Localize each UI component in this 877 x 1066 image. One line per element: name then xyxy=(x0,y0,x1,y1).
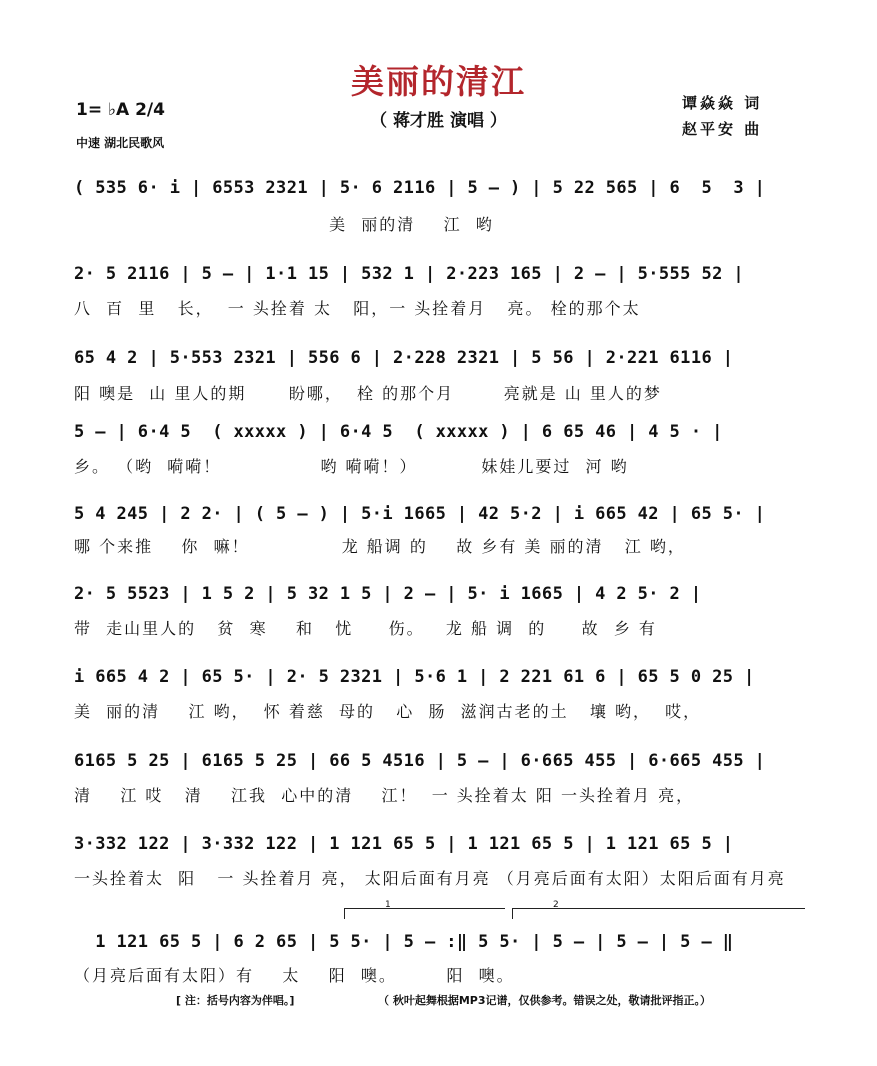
tempo-marking: 中速 湖北民歌风 xyxy=(76,136,165,150)
volta-bracket-1 xyxy=(344,900,505,919)
notation-row: 65 4 2 | 5·553 2321 | 556 6 | 2·228 2321 | 5 56 | 2·221 6116 | xyxy=(74,348,734,368)
lyrics-row: 美 丽的清 江 哟， 怀 着慈 母的 心 肠 滋润古老的土 壤 哟， 哎， xyxy=(74,702,702,721)
notation-row: 2· 5 5523 | 1 5 2 | 5 32 1 5 | 2 – | 5· i 1665 | 4 2 5· 2 | xyxy=(74,584,702,604)
lyrics-row: 清 江 哎 清 江我 心中的清 江！ 一 头拴着太 阳 一头拴着月 亮， xyxy=(74,786,695,805)
notation-row: i 665 4 2 | 65 5· | 2· 5 2321 | 5·6 1 | 2 221 61 6 | 65 5 0 25 | xyxy=(74,667,755,687)
notation-row: 2· 5 2116 | 5 – | 1·1 15 | 532 1 | 2·223 165 | 2 – | 5·555 52 | xyxy=(74,264,744,284)
lyrics-row: 八 百 里 长， 一 头拴着 太 阳，一 头拴着月 亮。 栓的那个太 xyxy=(74,299,641,318)
lyricist-credit: 谭焱焱 词 xyxy=(682,94,763,112)
notation-row: 3·332 122 | 3·332 122 | 1 121 65 5 | 1 121 65 5 | 1 121 65 5 | xyxy=(74,834,734,854)
key-signature: 1= ♭A 2/4 xyxy=(76,100,165,120)
notation-row: 6165 5 25 | 6165 5 25 | 66 5 4516 | 5 – | 6·665 455 | 6·665 455 | xyxy=(74,751,766,771)
footnote-transcriber: （ 秋叶起舞根据MP3记谱，仅供参考。错误之处，敬请批评指正。） xyxy=(378,994,711,1007)
lyrics-row: 哪 个来推 你 嘛！ 龙 船调 的 故 乡有 美 丽的清 江 哟， xyxy=(74,537,686,556)
lyrics-row: 美 丽的清 江 哟 xyxy=(74,215,494,234)
notation-row: 5 – | 6·4 5 ( xxxxx ) | 6·4 5 ( xxxxx ) | 6 65 46 | 4 5 · | xyxy=(74,422,723,442)
volta-bracket-2 xyxy=(512,900,805,919)
notation-row: 5 4 245 | 2 2· | ( 5 – ) | 5·i 1665 | 42 5·2 | i 665 42 | 65 5· | xyxy=(74,504,766,524)
lyrics-row: 乡。 （哟 嗬嗬！ 哟 嗬嗬！） 妹娃儿要过 河 哟 xyxy=(74,457,629,476)
volta-number: 2 xyxy=(553,900,559,910)
composer-credit: 赵平安 曲 xyxy=(682,120,763,138)
notation-row: 1 121 65 5 | 6 2 65 | 5 5· | 5 – :‖ 5 5· | 5 – | 5 – | 5 – ‖ xyxy=(74,932,734,952)
volta-number: 1 xyxy=(385,900,391,910)
song-title: 美丽的清江 xyxy=(351,62,526,101)
lyrics-row: （月亮后面有太阳）有 太 阳 噢。 阳 噢。 xyxy=(74,966,515,985)
notation-row: ( 535 6· i | 6553 2321 | 5· 6 2116 | 5 – ) | 5 22 565 | 6 5 3 | xyxy=(74,178,766,198)
lyrics-row: 一头拴着太 阳 一 头拴着月 亮， 太阳后面有月亮 （月亮后面有太阳）太阳后面有月亮 xyxy=(74,869,786,888)
singer-credit: （ 蒋才胜 演唱 ） xyxy=(370,111,507,131)
footnote-accompaniment: [ 注：括号内容为伴唱。] xyxy=(176,994,295,1007)
lyrics-row: 带 走山里人的 贫 寒 和 忧 伤。 龙 船 调 的 故 乡 有 xyxy=(74,619,657,638)
lyrics-row: 阳 噢是 山 里人的期 盼哪， 栓 的那个月 亮就是 山 里人的梦 xyxy=(74,384,662,403)
